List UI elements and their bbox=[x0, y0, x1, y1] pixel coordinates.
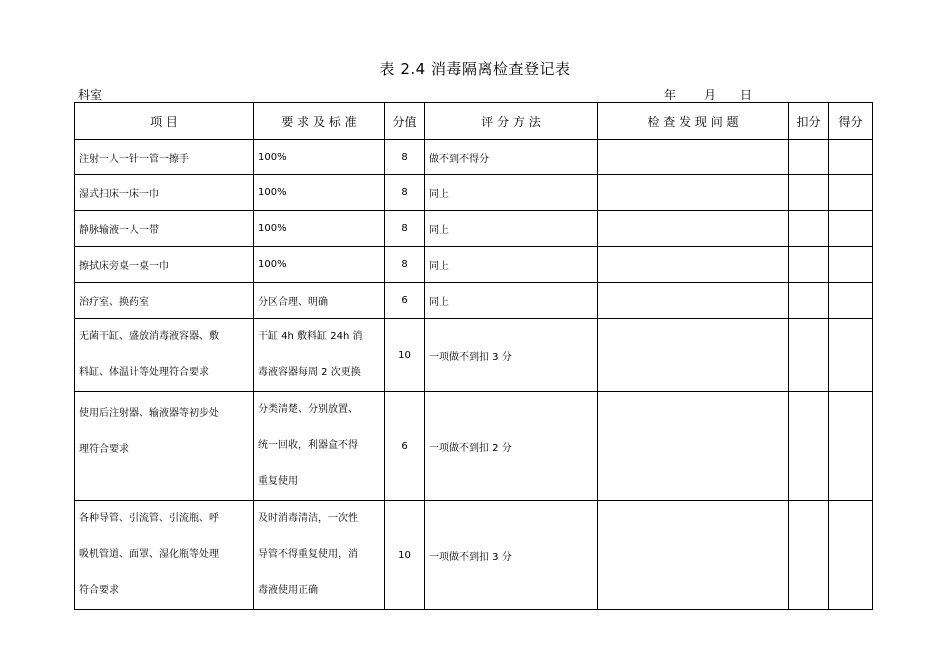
cell-method: 同上 bbox=[425, 283, 598, 319]
cell-standard: 分区合理、明确 bbox=[254, 283, 385, 319]
cell-method: 同上 bbox=[425, 211, 598, 247]
cell-item: 擦拭床旁桌一桌一巾 bbox=[75, 247, 254, 283]
table-row bbox=[75, 247, 873, 283]
cell-issues[interactable] bbox=[598, 140, 789, 175]
cell-method: 同上 bbox=[425, 175, 598, 211]
header-earned: 得分 bbox=[829, 103, 873, 140]
cell-score: 8 bbox=[385, 140, 425, 175]
cell-score: 10 bbox=[385, 319, 425, 392]
header-method: 评 分 方 法 bbox=[425, 103, 598, 140]
cell-item bbox=[75, 392, 254, 501]
table-row bbox=[75, 392, 873, 501]
cell-score: 8 bbox=[385, 211, 425, 247]
table-row bbox=[75, 283, 873, 319]
cell-earned[interactable] bbox=[829, 247, 873, 283]
cell-score: 8 bbox=[385, 175, 425, 211]
cell-issues[interactable] bbox=[598, 501, 789, 610]
cell-deduct[interactable] bbox=[789, 392, 829, 501]
cell-deduct[interactable] bbox=[789, 175, 829, 211]
cell-item: 静脉输液一人一带 bbox=[75, 211, 254, 247]
cell-standard: 100% bbox=[254, 247, 385, 283]
cell-item-line: 理符合要求 bbox=[79, 444, 129, 455]
cell-method: 同上 bbox=[425, 247, 598, 283]
header-issues: 检 查 发 现 问 题 bbox=[598, 103, 789, 140]
date-day-label: 日 bbox=[740, 88, 753, 102]
cell-item: 注射一人一针一管一擦手 bbox=[75, 140, 254, 175]
cell-standard-line: 分类清楚、分别放置、 bbox=[258, 404, 358, 415]
cell-score: 8 bbox=[385, 247, 425, 283]
cell-deduct[interactable] bbox=[789, 283, 829, 319]
table-row bbox=[75, 319, 873, 392]
cell-deduct[interactable] bbox=[789, 211, 829, 247]
cell-score: 6 bbox=[385, 283, 425, 319]
cell-earned[interactable] bbox=[829, 211, 873, 247]
cell-issues[interactable] bbox=[598, 392, 789, 501]
cell-item-line: 各种导管、引流管、引流瓶、呼 bbox=[79, 513, 219, 524]
cell-item-line: 无菌干缸、盛放消毒液容器、敷 bbox=[79, 331, 219, 342]
cell-standard: 100% bbox=[254, 211, 385, 247]
cell-deduct[interactable] bbox=[789, 319, 829, 392]
cell-standard-line: 毒液使用正确 bbox=[258, 585, 318, 596]
header-score: 分值 bbox=[385, 103, 425, 140]
inspection-table bbox=[74, 102, 873, 610]
cell-item-line: 使用后注射器、输液器等初步处 bbox=[79, 408, 219, 419]
cell-score: 10 bbox=[385, 501, 425, 610]
date-year-label: 年 bbox=[664, 88, 677, 102]
date-fields bbox=[664, 86, 752, 103]
cell-earned[interactable] bbox=[829, 319, 873, 392]
header-deduct: 扣分 bbox=[789, 103, 829, 140]
cell-method: 做不到不得分 bbox=[425, 140, 598, 175]
cell-item: 湿式扫床一床一巾 bbox=[75, 175, 254, 211]
cell-standard-line: 及时消毒清洁，一次性 bbox=[258, 513, 358, 524]
cell-issues[interactable] bbox=[598, 283, 789, 319]
cell-item bbox=[75, 319, 254, 392]
cell-deduct[interactable] bbox=[789, 140, 829, 175]
table-row bbox=[75, 140, 873, 175]
cell-item: 治疗室、换药室 bbox=[75, 283, 254, 319]
cell-issues[interactable] bbox=[598, 319, 789, 392]
cell-standard-line: 重复使用 bbox=[258, 476, 298, 487]
cell-method: 一项做不到扣 3 分 bbox=[425, 501, 598, 610]
cell-standard bbox=[254, 501, 385, 610]
table-header-row bbox=[75, 103, 873, 140]
table-row bbox=[75, 211, 873, 247]
cell-standard bbox=[254, 319, 385, 392]
cell-earned[interactable] bbox=[829, 140, 873, 175]
department-label: 科室 bbox=[78, 88, 103, 102]
cell-issues[interactable] bbox=[598, 211, 789, 247]
cell-item-line: 吸机管道、面罩、湿化瓶等处理 bbox=[79, 549, 219, 560]
cell-deduct[interactable] bbox=[789, 501, 829, 610]
cell-issues[interactable] bbox=[598, 175, 789, 211]
table-row bbox=[75, 501, 873, 610]
cell-score: 6 bbox=[385, 392, 425, 501]
header-item: 项 目 bbox=[75, 103, 254, 140]
cell-method: 一项做不到扣 2 分 bbox=[425, 392, 598, 501]
cell-standard-line: 导管不得重复使用，消 bbox=[258, 549, 358, 560]
cell-standard: 100% bbox=[254, 140, 385, 175]
cell-standard-line: 统一回收，利器盒不得 bbox=[258, 440, 358, 451]
cell-earned[interactable] bbox=[829, 392, 873, 501]
cell-standard bbox=[254, 392, 385, 501]
cell-earned[interactable] bbox=[829, 175, 873, 211]
cell-item-line: 料缸、体温计等处理符合要求 bbox=[79, 367, 209, 378]
cell-earned[interactable] bbox=[829, 283, 873, 319]
header-standard: 要 求 及 标 准 bbox=[254, 103, 385, 140]
cell-deduct[interactable] bbox=[789, 247, 829, 283]
cell-method: 一项做不到扣 3 分 bbox=[425, 319, 598, 392]
page-title: 表 2.4 消毒隔离检查登记表 bbox=[379, 60, 571, 78]
cell-standard-line: 干缸 4h 敷料缸 24h 消 bbox=[258, 331, 363, 342]
cell-earned[interactable] bbox=[829, 501, 873, 610]
cell-item-line: 符合要求 bbox=[79, 585, 119, 596]
cell-standard-line: 毒液容器每周 2 次更换 bbox=[258, 367, 361, 378]
date-month-label: 月 bbox=[704, 88, 717, 102]
cell-standard: 100% bbox=[254, 175, 385, 211]
cell-item bbox=[75, 501, 254, 610]
cell-issues[interactable] bbox=[598, 247, 789, 283]
table-row bbox=[75, 175, 873, 211]
